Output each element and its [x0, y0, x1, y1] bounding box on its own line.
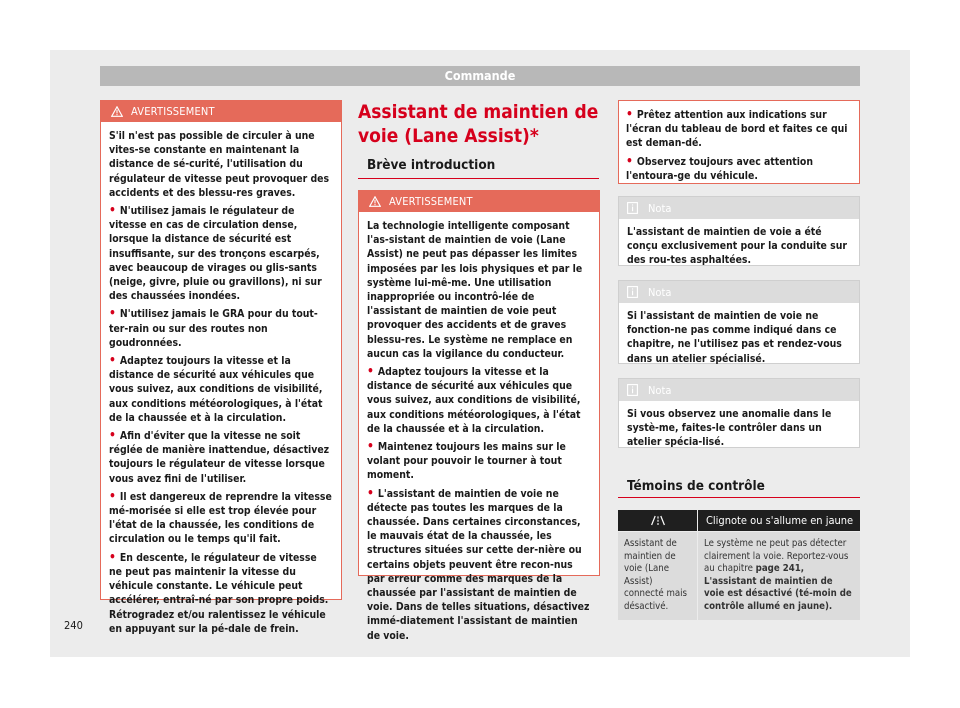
table-cell-description: Assistant de maintien de voie (Lane Assist) connecté mais désactivé.: [618, 532, 698, 620]
section-divider: [618, 497, 860, 498]
middle-warning-box: [358, 190, 600, 642]
warning-header: [359, 191, 599, 212]
note-text: Si l'assistant de maintien de voie ne fonction-ne pas comme indiqué dans ce chapitre, ne l'utilisez pas et rendez-vous dans un atelier spécialisé.: [627, 310, 842, 365]
subsection-title: Brève introduction: [367, 157, 496, 173]
warning-triangle-icon: [369, 196, 381, 207]
note-box: [618, 280, 860, 364]
warning-bullet: • Adaptez toujours la vitesse et la distance de sécurité aux véhicules que vous suivez, aux conditions de visibilité, aux conditions météorologiques, à l'état de la chaussée et à la circulation.: [109, 353, 332, 425]
warning-bullet: • Observez toujours avec attention l'entoura-ge du véhicule.: [626, 154, 850, 183]
warning-bullet: • Prêtez attention aux indications sur l'écran du tableau de bord et faites ce qui est deman-dé.: [626, 107, 850, 151]
warning-bullet: • N'utilisez jamais le GRA pour du tout-ter-rain ou sur des routes non goudronnées.: [109, 306, 332, 350]
warning-bullet: • Il est dangereux de reprendre la vitesse mé-morisée si elle est trop élevée pour l'état de la chaussée, les conditions de circulation ou le temps qu'il fait.: [109, 489, 332, 547]
warning-bullet: • En descente, le régulateur de vitesse ne peut pas maintenir la vitesse du véhicule constante. Le véhicule peut accélérer, entraî-né par son propre poids. Rétrogradez et/ou ralentissez le véhicule en appuyant sur la pé-dale de frein.: [109, 550, 332, 636]
note-text: Si vous observez une anomalie dans le systè-me, faites-le contrôler dans un atelier spécia-lisé.: [627, 408, 832, 449]
warning-bullet: • Afin d'éviter que la vitesse ne soit réglée de manière inattendue, désactivez toujours le régulateur de vitesse lorsque vous avez fini de l'utiliser.: [109, 428, 332, 486]
table-header-row: [618, 510, 860, 531]
lane-assist-icon: [649, 515, 667, 526]
subsection-divider: [358, 178, 599, 179]
table-header-label: Clignote ou s'allume en jaune: [706, 514, 854, 527]
note-header: [619, 281, 859, 303]
note-label: Nota: [648, 383, 672, 397]
warning-label: AVERTISSEMENT: [131, 105, 215, 118]
page-number: 240: [64, 619, 83, 632]
info-icon: [627, 286, 638, 298]
warning-label: AVERTISSEMENT: [389, 195, 473, 208]
warning-bullet: • L'assistant de maintien de voie ne détecte pas toutes les marques de la chaussée. Dans certaines circonstances, le mauvais état de la chaussée, les structures situées sur cette der-nière ou certains objets peuvent être recon-nus par erreur comme des marques de la chaussée par l'assistant de maintien de voie. Dans de telles situations, désactivez immé-diatement l'assistant de maintien de voie.: [367, 486, 590, 643]
table-cell-explanation: Le système ne peut pas détecter clairement la voie. Reportez-vous au chapitre page 241, L'assistant de maintien de voie est désactivé (té-moin de contrôle allumé en jaune).: [704, 538, 852, 612]
page-header: Commande: [100, 66, 860, 86]
table-row: [618, 531, 860, 620]
info-icon: [627, 202, 638, 214]
note-box: [618, 378, 860, 448]
left-warning-box: [100, 100, 342, 635]
warning-body: [101, 122, 341, 636]
note-box: [618, 196, 860, 266]
table-header-icon-cell: [618, 510, 698, 531]
note-label: Nota: [648, 201, 672, 215]
warning-body: [359, 212, 599, 643]
warning-intro: S'il n'est pas possible de circuler à une vites-se constante en maintenant la distance de sé-curité, l'utilisation du régulateur de vitesse peut provoquer des accidents et des blessu-res graves.: [109, 130, 330, 199]
section-title-indicators: Témoins de contrôle: [627, 478, 765, 494]
continued-warning-box: [618, 100, 860, 184]
warning-bullet: • N'utilisez jamais le régulateur de vitesse en cas de circulation dense, lorsque la distance de sécurité est insuffisante, sur des tronçons escarpés, avec beaucoup de virages ou glis-sants (neige, givre, pluie ou gravillons), ni sur des chaussées inondées.: [109, 203, 332, 303]
warning-header: [101, 101, 341, 122]
info-icon: [627, 384, 638, 396]
note-header: [619, 379, 859, 401]
note-label: Nota: [648, 285, 672, 299]
warning-intro: La technologie intelligente composant l'as-sistant de maintien de voie (Lane Assist) ne peut pas dépasser les limites imposées par les lois physiques et par le système lui-mê-me. Une utilisation inappropriée ou incontrô-lée de l'assistant de maintien de voie peut provoquer des accidents et de graves blessu-res. Le système ne remplace en aucun cas la vigilance du conducteur.: [367, 220, 583, 360]
page-reference: page 241, L'assistant de maintien de voie est désactivé (té-moin de contrôle allumé en jaune).: [704, 563, 852, 612]
warning-triangle-icon: [111, 106, 123, 117]
warning-bullet: • Adaptez toujours la vitesse et la distance de sécurité aux véhicules que vous suivez, aux conditions de visibilité, aux conditions météorologiques, à l'état de la chaussée et à la circulation.: [367, 364, 590, 436]
note-header: [619, 197, 859, 219]
indicator-table: [618, 510, 860, 620]
note-text: L'assistant de maintien de voie a été conçu exclusivement pour la conduite sur des rou-tes asphaltées.: [627, 226, 847, 267]
section-title-lane-assist: Assistant de maintien de voie (Lane Assist)*: [358, 101, 599, 147]
warning-bullet: • Maintenez toujours les mains sur le volant pour pouvoir le tourner à tout moment.: [367, 439, 590, 483]
